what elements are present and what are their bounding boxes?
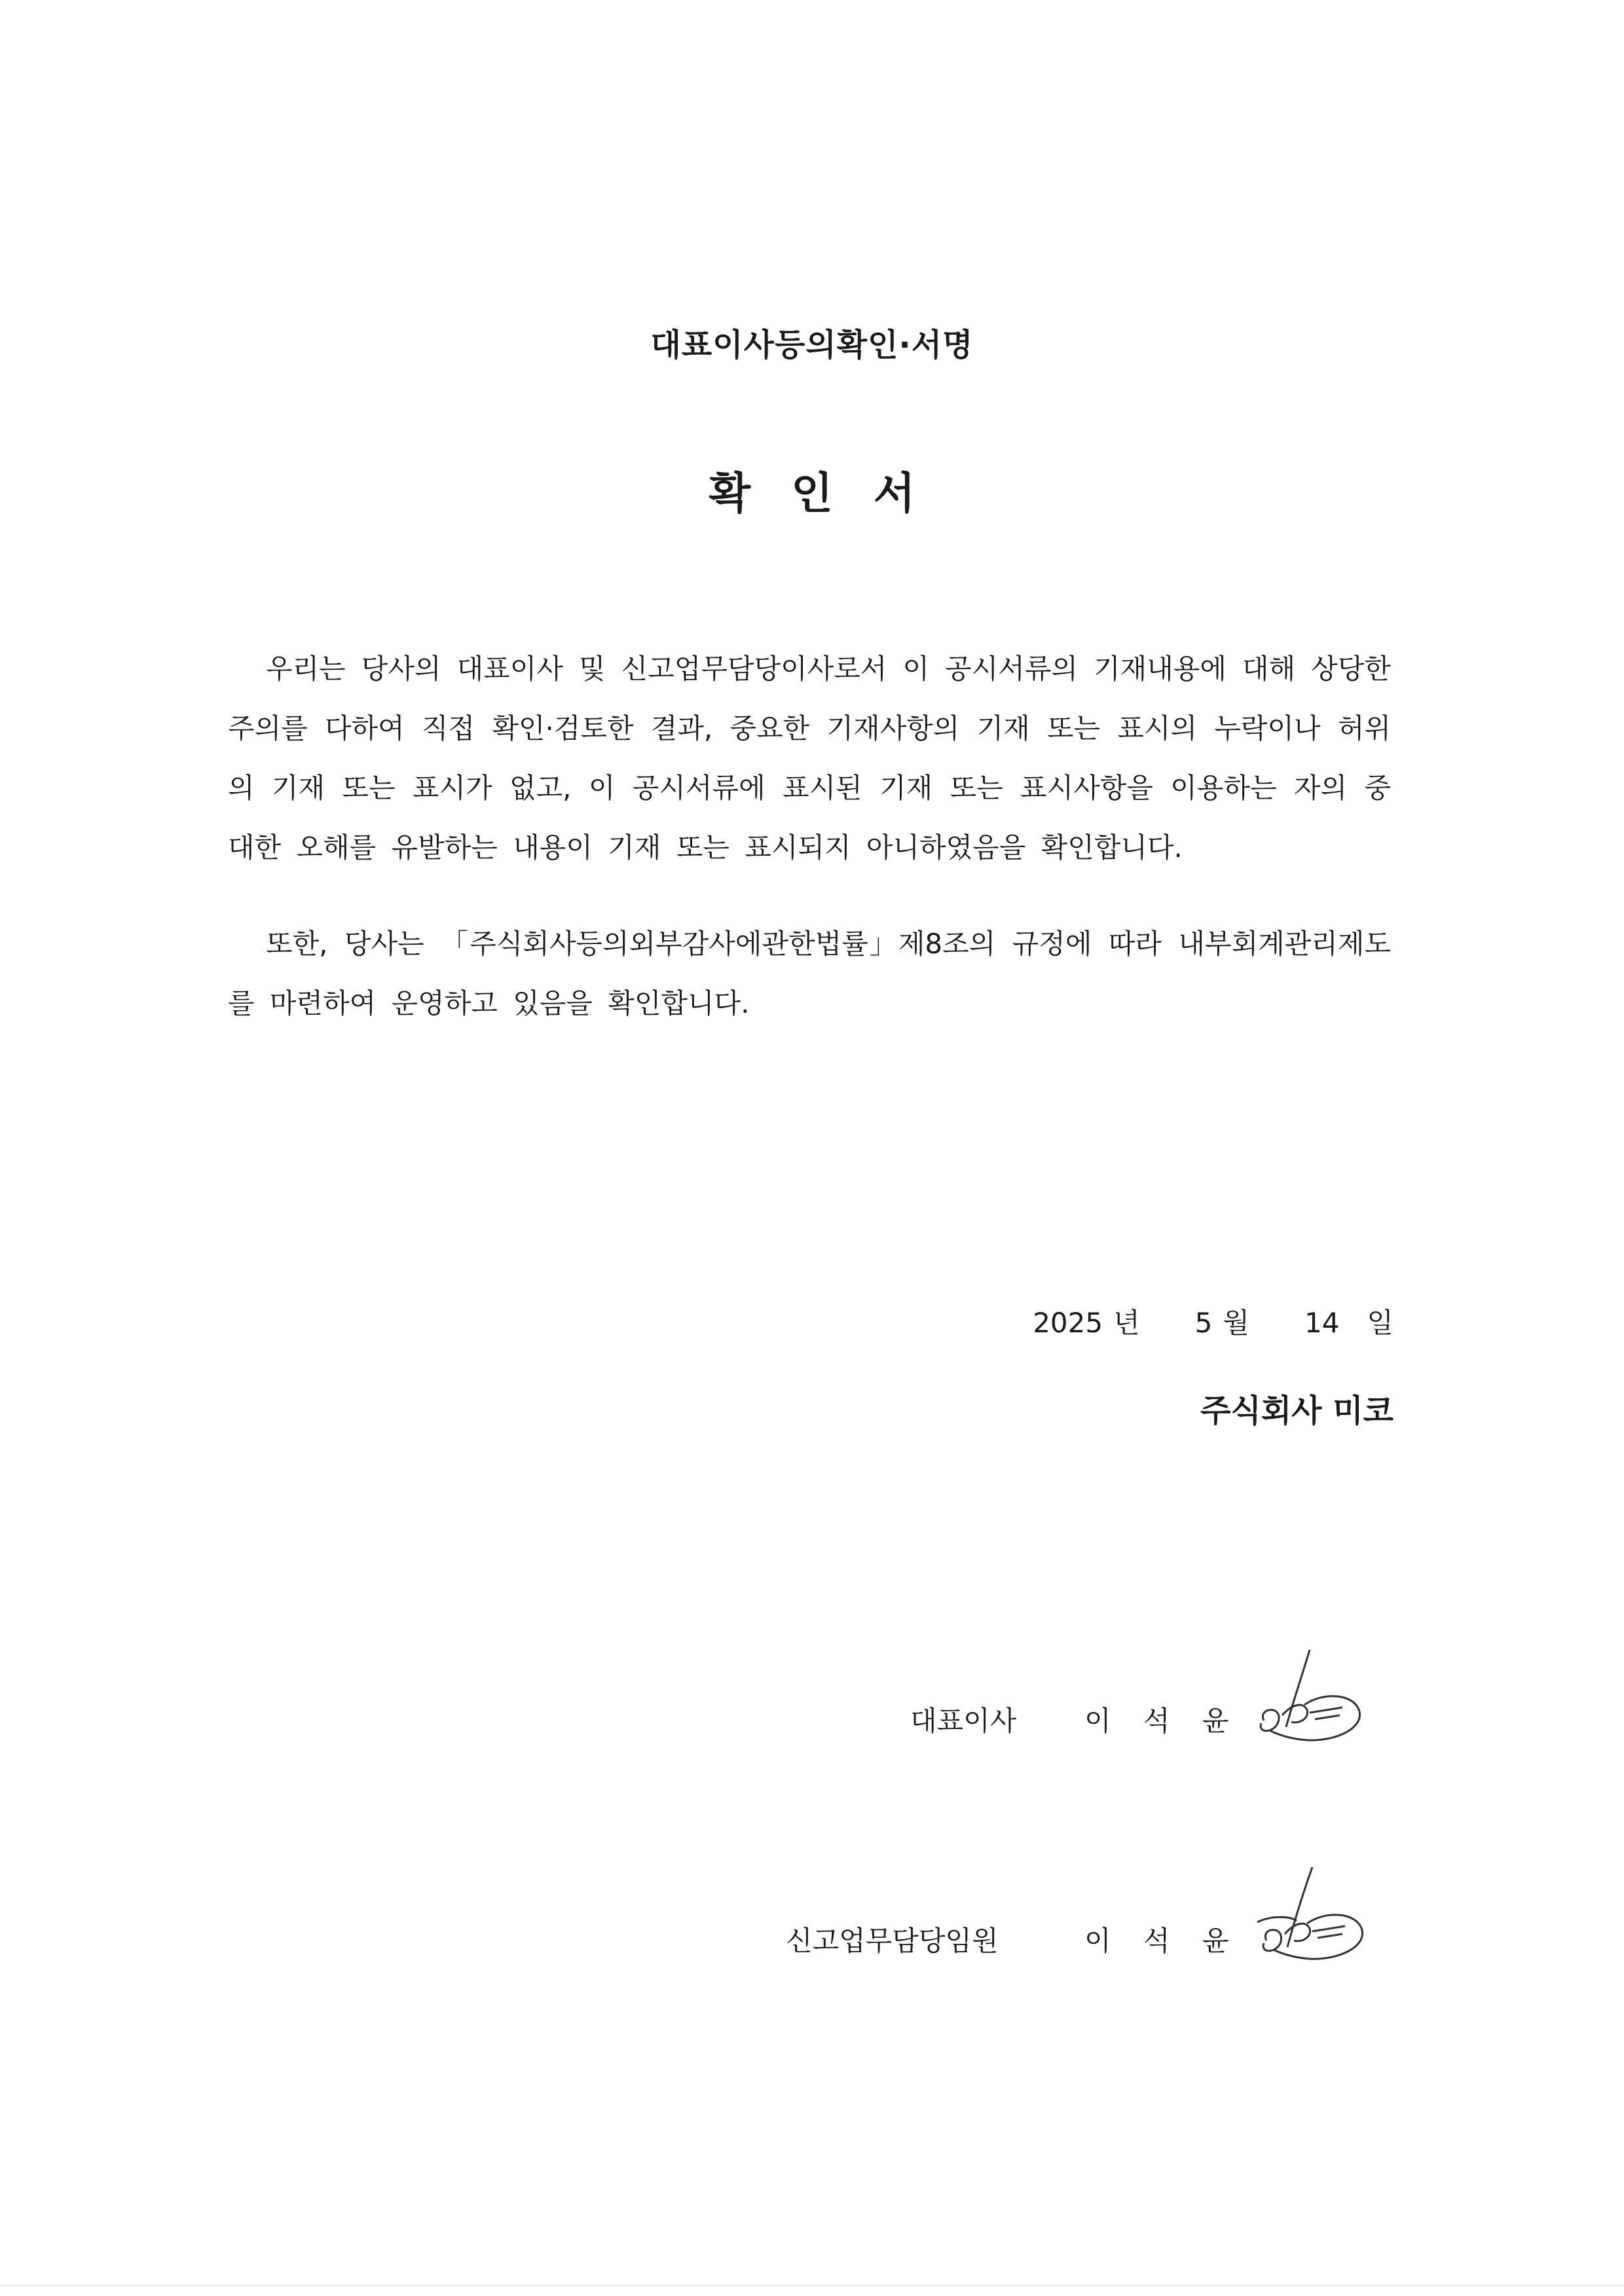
date-year: 2025 [1033, 1307, 1103, 1339]
company-name: 주식회사 미코 [1200, 1393, 1393, 1429]
handwritten-signature-image [1244, 1859, 1375, 1977]
date-day-unit: 일 [1367, 1307, 1393, 1339]
date-month-unit: 월 [1223, 1307, 1249, 1339]
document-title: 확인서 [709, 468, 956, 519]
date-year-unit: 년 [1113, 1307, 1140, 1339]
body-paragraph-1: 우리는 당사의 대표이사 및 신고업무담당이사로서 이 공시서류의 기재내용에 대해 상당한 주의를 다하여 직접 확인·검토한 결과, 중요한 기재사항의 기재 또는 표시의 누락이나 허위의 기재 또는 표시가 없고, 이 공시서류에 표시된 기재 또는 표시사항을 이용하는 자의 중대한 오해를 유발하는 내용이 기재 또는 표시되지 아니하였음을 확인합니다. [228, 653, 1391, 864]
date-day: 14 [1304, 1307, 1340, 1339]
signer-name: 이 석 윤 [1084, 1925, 1241, 1957]
signer-name: 이 석 윤 [1084, 1705, 1241, 1737]
body-paragraph-2: 또한, 당사는 「주식회사등의외부감사에관한법률」제8조의 규정에 따라 내부회계관리제도를 마련하여 운영하고 있음을 확인합니다. [228, 928, 1391, 1019]
document-heading: 대표이사등의확인·서명 [650, 327, 974, 363]
signer-role: 신고업무담당임원 [786, 1925, 999, 1957]
signer-role: 대표이사 [910, 1705, 1017, 1737]
handwritten-signature-image [1244, 1642, 1375, 1760]
page-bottom-edge [0, 2285, 1624, 2286]
date-month: 5 [1194, 1307, 1213, 1339]
date-line [1033, 1302, 1393, 1341]
